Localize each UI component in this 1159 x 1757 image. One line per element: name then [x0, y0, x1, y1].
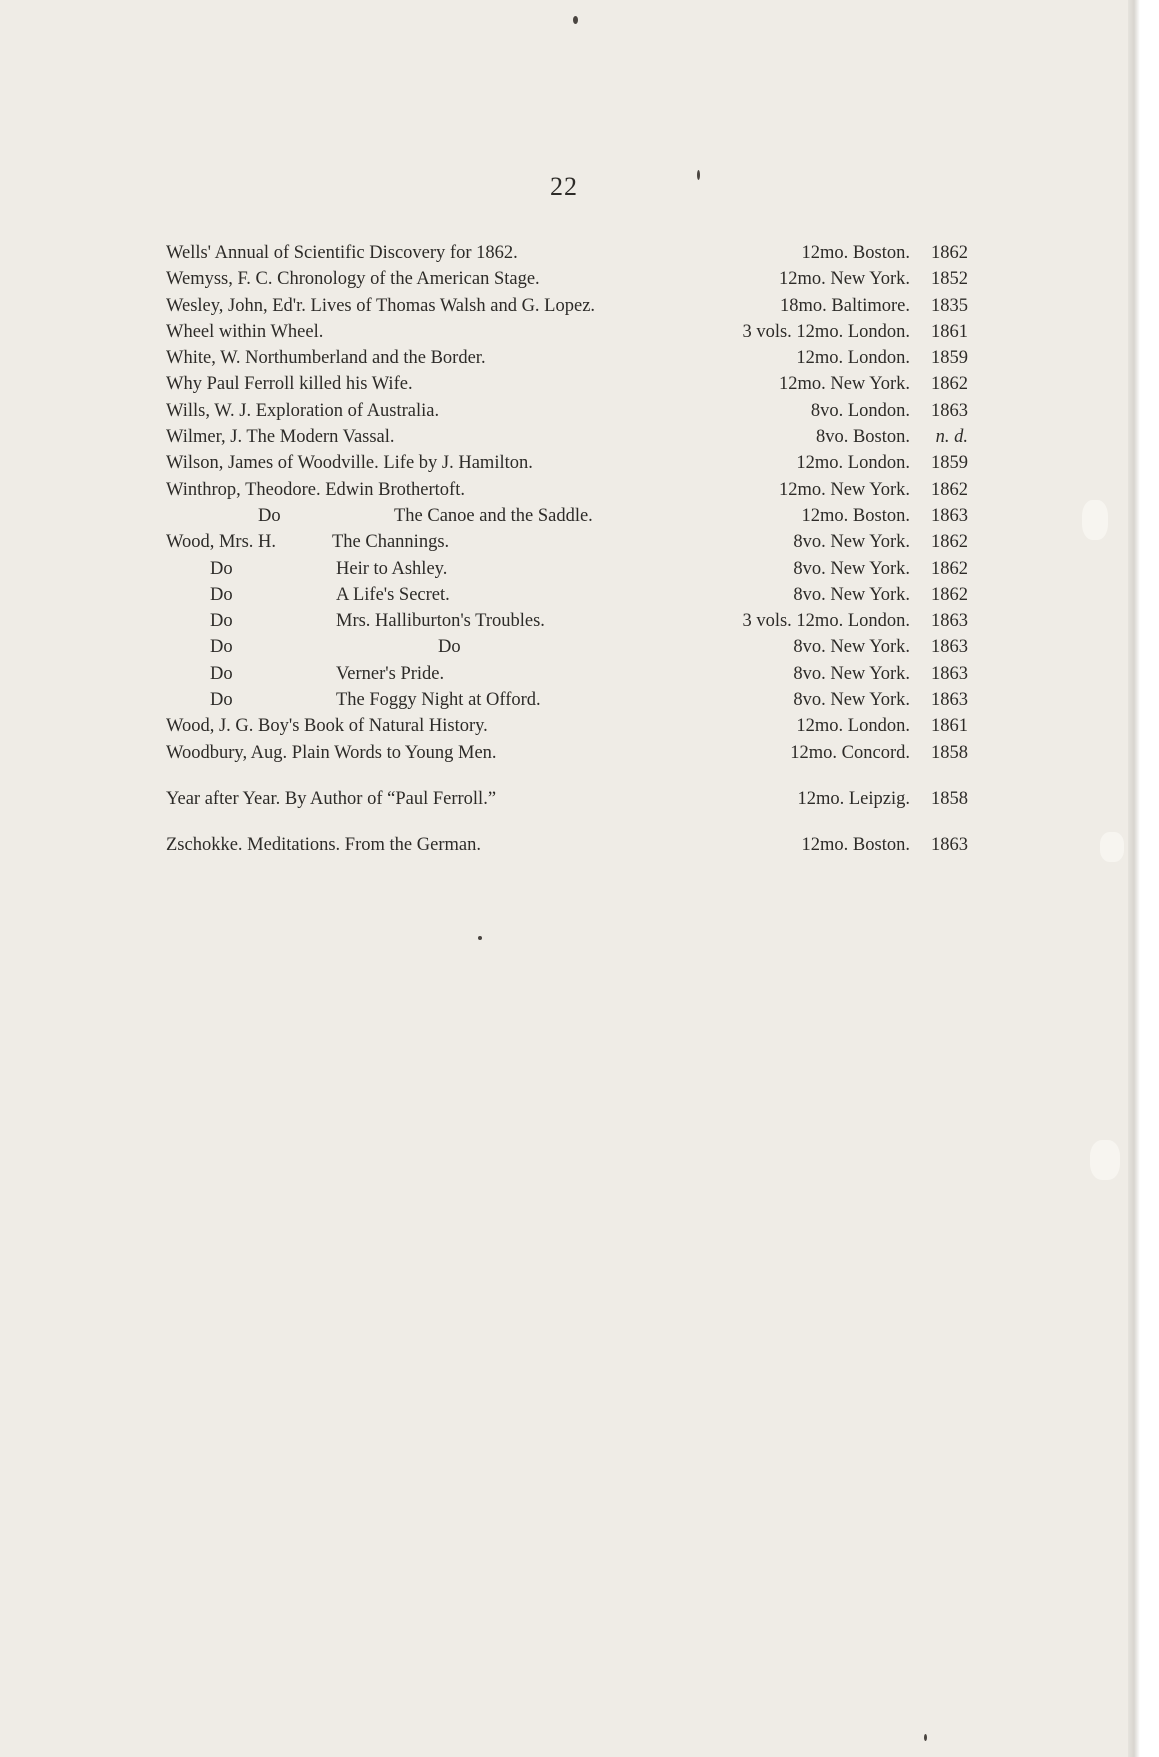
entry-publication: 12mo. London. [796, 348, 910, 369]
entry-title: Why Paul Ferroll killed his Wife. [166, 374, 413, 395]
entry-title: Winthrop, Theodore. Edwin Brothertoft. [166, 479, 465, 500]
entry-title: Wemyss, F. C. Chronology of the American Stage. [166, 269, 540, 290]
entry-year: 1862 [931, 374, 968, 395]
entry-publication: 3 vols. 12mo. London. [742, 321, 910, 342]
entry-title: Wesley, John, Ed'r. Lives of Thomas Walsh and G. Lopez. [166, 295, 596, 316]
entry-title: Wood, J. G. Boy's Book of Natural History. [166, 716, 488, 737]
list-item [166, 713, 968, 739]
entry-author: Wood, Mrs. H. [166, 532, 277, 553]
entry-publication: 8vo. New York. [793, 532, 910, 553]
entry-author: Do [210, 558, 233, 579]
entry-author: Do [210, 637, 233, 658]
list-item [166, 556, 968, 582]
entry-title: White, W. Northumberland and the Border. [166, 348, 486, 369]
entry-author: Do [210, 584, 233, 605]
list-item [166, 424, 968, 450]
entry-author: Do [258, 505, 281, 526]
entry-title: The Foggy Night at Offord. [336, 690, 541, 711]
entry-year: n. d. [935, 427, 968, 448]
entry-year: 1861 [931, 716, 968, 737]
list-item [166, 740, 968, 766]
ink-speck [573, 16, 578, 24]
list-item [166, 345, 968, 371]
list-item [166, 608, 968, 634]
entry-title: Wilmer, J. The Modern Vassal. [166, 427, 395, 448]
entry-title: Woodbury, Aug. Plain Words to Young Men. [166, 742, 497, 763]
entry-title: Wheel within Wheel. [166, 321, 324, 342]
entry-year: 1852 [931, 269, 968, 290]
entry-publication: 8vo. New York. [793, 690, 910, 711]
entry-year: 1863 [931, 690, 968, 711]
entry-publication: 8vo. New York. [793, 558, 910, 579]
entry-publication: 8vo. New York. [793, 637, 910, 658]
ink-speck [924, 1734, 927, 1741]
entry-title: Verner's Pride. [336, 663, 445, 684]
entry-publication: 3 vols. 12mo. London. [742, 611, 910, 632]
list-item [166, 687, 968, 713]
entry-publication: 12mo. Boston. [801, 835, 910, 856]
list-item [166, 634, 968, 660]
entry-year: 1863 [931, 400, 968, 421]
entry-year: 1861 [931, 321, 968, 342]
paper-crease [1100, 832, 1124, 862]
ink-speck [478, 936, 482, 940]
list-item [166, 319, 968, 345]
entry-year: 1863 [931, 505, 968, 526]
entry-title: A Life's Secret. [336, 584, 450, 605]
entry-title: Year after Year. By Author of “Paul Ferroll.” [166, 788, 497, 809]
entry-year: 1862 [931, 243, 968, 263]
list-item [166, 477, 968, 503]
entry-year: 1863 [931, 835, 968, 856]
entry-year: 1863 [931, 663, 968, 684]
entry-year: 1862 [931, 479, 968, 500]
entry-title: The Canoe and the Saddle. [394, 505, 593, 526]
entry-year: 1859 [931, 348, 968, 369]
entry-year: 1862 [931, 558, 968, 579]
list-item [166, 398, 968, 424]
entry-publication: 18mo. Baltimore. [780, 295, 910, 316]
paper-crease [1090, 1140, 1120, 1180]
list-item [166, 266, 968, 292]
list-item [166, 661, 968, 687]
entry-author: Do [210, 611, 233, 632]
list-item [166, 240, 968, 266]
paper-crease [1082, 500, 1108, 540]
entry-year: 1835 [931, 295, 968, 316]
list-item [166, 582, 968, 608]
entry-publication: 12mo. Concord. [790, 742, 910, 763]
entry-title: Wilson, James of Woodville. Life by J. Hamilton. [166, 453, 533, 474]
list-item [166, 786, 968, 812]
entry-year: 1863 [931, 611, 968, 632]
list-item [166, 450, 968, 476]
entry-title: Heir to Ashley. [336, 558, 448, 579]
entry-year: 1863 [931, 637, 968, 658]
entry-year: 1858 [931, 742, 968, 763]
entry-publication: 12mo. New York. [778, 269, 910, 290]
entry-publication: 12mo. Boston. [801, 243, 910, 263]
entry-title: Zschokke. Meditations. From the German. [166, 835, 481, 856]
entry-publication: 8vo. Boston. [815, 427, 910, 448]
entry-publication: 12mo. London. [796, 716, 910, 737]
entry-title: Mrs. Halliburton's Troubles. [336, 611, 545, 632]
entry-year: 1862 [931, 584, 968, 605]
entry-author: Do [210, 690, 233, 711]
entry-year: 1859 [931, 453, 968, 474]
entry-publication: 8vo. New York. [793, 663, 910, 684]
entry-year: 1858 [931, 788, 968, 809]
bibliography-list [166, 240, 968, 859]
entry-publication: 12mo. New York. [778, 479, 910, 500]
entry-publication: 8vo. New York. [793, 584, 910, 605]
entry-title: Do [438, 637, 461, 658]
entry-publication: 12mo. Leipzig. [797, 788, 910, 809]
list-item [166, 503, 968, 529]
list-item [166, 293, 968, 319]
page-edge [1128, 0, 1159, 1757]
page-number: 22 [550, 172, 578, 201]
list-item [166, 371, 968, 397]
entry-title: Wills, W. J. Exploration of Australia. [166, 400, 440, 421]
entry-year: 1862 [931, 532, 968, 553]
list-item [166, 832, 968, 858]
entry-publication: 12mo. New York. [778, 374, 910, 395]
ink-speck [697, 170, 700, 180]
entry-publication: 8vo. London. [810, 400, 910, 421]
entry-publication: 12mo. London. [796, 453, 910, 474]
entry-publication: 12mo. Boston. [801, 505, 910, 526]
entry-title: The Channings. [332, 532, 450, 553]
entry-author: Do [210, 663, 233, 684]
entry-title: Wells' Annual of Scientific Discovery for 1862. [166, 243, 518, 263]
list-item [166, 529, 968, 555]
